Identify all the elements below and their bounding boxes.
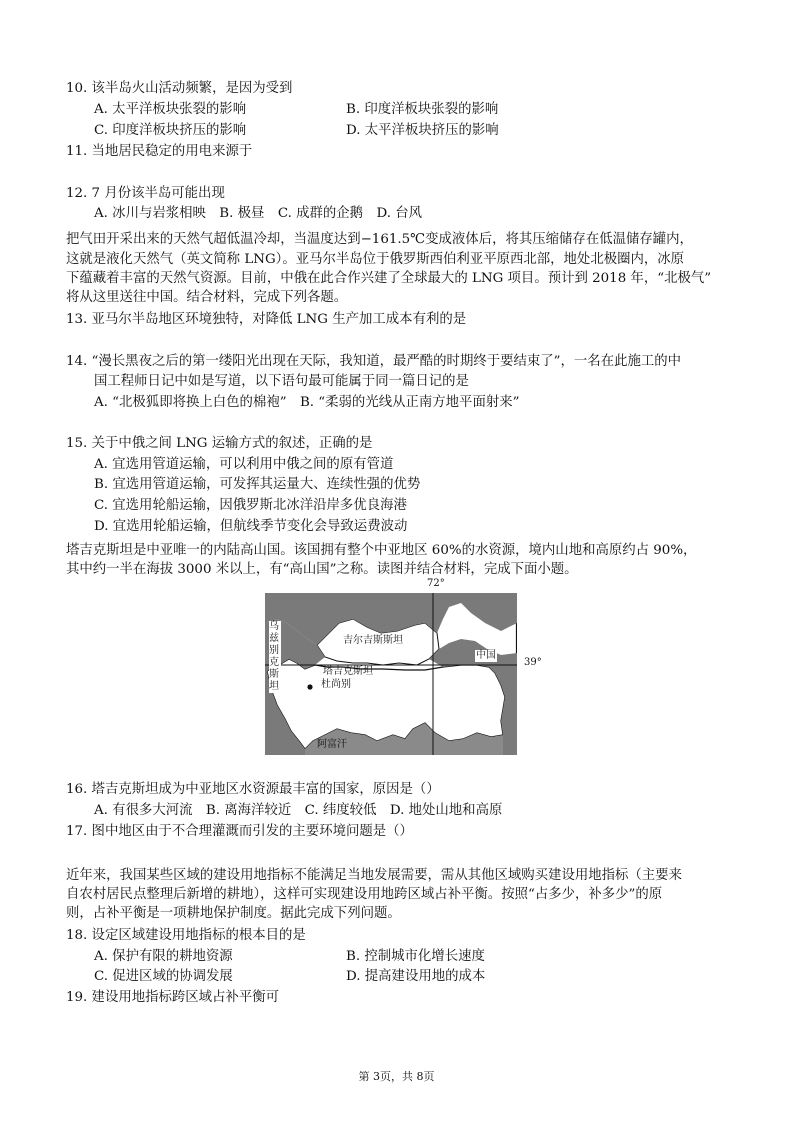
q16-stem: 16. 塔吉克斯坦成为中亚地区水资源最丰富的国家，原因是（） [66, 782, 440, 797]
q10-option-c: C. 印度洋板块挤压的影响 [94, 123, 247, 138]
q12-stem: 12. 7 月份该半岛可能出现 [66, 186, 225, 201]
passage3-line1: 近年来，我国某些区域的建设用地指标不能满足当地发展需要，需从其他区域购买建设用地指标（主要来 [66, 868, 682, 883]
passage1-line2: 这就是液化天然气（英文简称 LNG）。亚马尔半岛位于俄罗斯西伯利亚平原西北部，地处北极圈内，冰原 [66, 252, 685, 267]
label-dushanbe: 杜尚别 [321, 679, 351, 690]
passage3-line3: 则，占补平衡是一项耕地保护制度。据此完成下列问题。 [66, 906, 401, 921]
q15-stem: 15. 关于中俄之间 LNG 运输方式的叙述，正确的是 [66, 436, 373, 451]
map-longitude-label: 72° [427, 578, 445, 589]
q10-stem: 10. 该半岛火山活动频繁，是因为受到 [66, 81, 293, 96]
q15-option-d: D. 宜选用轮船运输，但航线季节变化会导致运费波动 [94, 519, 408, 534]
passage3-line2: 自农村居民点整理后新增的耕地），这样可实现建设用地跨区域占补平衡。按照“占多少，补多少”的原 [66, 887, 663, 902]
q18-option-a: A. 保护有限的耕地资源 [94, 949, 233, 964]
q17-stem: 17. 图中地区由于不合理灌溉而引发的主要环境问题是（） [66, 824, 413, 839]
q18-option-d: D. 提高建设用地的成本 [346, 969, 486, 984]
q16-options: A. 有很多大河流 B. 离海洋较近 C. 纬度较低 D. 地处山地和高原 [94, 803, 503, 818]
q19-stem: 19. 建设用地指标跨区域占补平衡可 [66, 990, 280, 1005]
q13-stem: 13. 亚马尔半岛地区环境独特，对降低 LNG 生产加工成本有利的是 [66, 312, 467, 327]
q14-stem-line1: 14. “漫长黑夜之后的第一缕阳光出现在天际，我知道，最严酷的时期终于要结束了”，一名在此施工的中 [66, 354, 682, 369]
label-afghanistan: 阿富汗 [317, 739, 347, 750]
q10-option-a: A. 太平洋板块张裂的影响 [94, 102, 247, 117]
q10-option-d: D. 太平洋板块挤压的影响 [346, 123, 499, 138]
q18-stem: 18. 设定区域建设用地指标的根本目的是 [66, 928, 306, 943]
map-latitude-label: 39° [524, 657, 542, 668]
label-kyrgyzstan: 吉尔吉斯斯坦 [343, 635, 403, 646]
passage2-line1: 塔吉克斯坦是中亚唯一的内陆高山国。该国拥有整个中亚地区 60%的水资源，境内山地和高原约占 90%， [66, 543, 697, 558]
dushanbe-dot [307, 684, 312, 689]
tajikistan-shape [267, 659, 505, 749]
q11-stem: 11. 当地居民稳定的用电来源于 [66, 144, 253, 159]
q14-options: A. “北极狐即将换上白色的棉袍” B. “柔弱的光线从正南方地平面射来” [94, 395, 520, 410]
passage1-line3: 下蕴藏着丰富的天然气资源。目前，中俄在此合作兴建了全球最大的 LNG 项目。预计到 2018 年，“北极气” [66, 271, 712, 286]
q18-option-c: C. 促进区域的协调发展 [94, 969, 233, 984]
page-footer: 第 3页，共 8页 [358, 1070, 435, 1083]
passage1-line4: 将从这里送往中国。结合材料，完成下列各题。 [66, 290, 348, 305]
q15-option-a: A. 宜选用管道运输，可以利用中俄之间的原有管道 [94, 457, 394, 472]
q12-options: A. 冰川与岩浆相映 B. 极昼 C. 成群的企鹅 D. 台风 [94, 206, 423, 221]
q18-option-b: B. 控制城市化增长速度 [346, 949, 485, 964]
q15-option-b: B. 宜选用管道运输，可发挥其运量大、连续性强的优势 [94, 477, 421, 492]
q15-option-c: C. 宜选用轮船运输，因俄罗斯北冰洋沿岸多优良海港 [94, 498, 407, 513]
label-china: 中国 [476, 650, 496, 661]
tajikistan-map [265, 593, 517, 755]
passage1-line1: 把气田开采出来的天然气超低温冷却，当温度达到−161.5℃变成液体后，将其压缩储存在低温储存罐内， [66, 232, 693, 247]
label-tajikistan: 塔吉克斯坦 [323, 666, 373, 677]
q14-stem-line2: 国工程师日记中如是写道，以下语句最可能属于同一篇日记的是 [94, 374, 469, 389]
passage2-line2: 其中约一半在海拔 3000 米以上，有“高山国”之称。读图并结合材料，完成下面小题。 [66, 562, 578, 577]
q10-option-b: B. 印度洋板块张裂的影响 [346, 102, 499, 117]
label-uzbekistan: 乌兹别克斯坦 [269, 621, 279, 692]
map-graphic [265, 593, 517, 755]
